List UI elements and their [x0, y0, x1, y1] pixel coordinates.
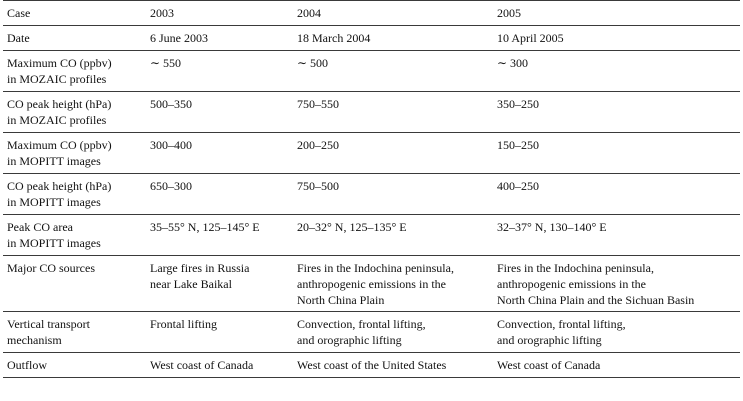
- table-cell: [146, 92, 293, 133]
- table-cell: [146, 312, 293, 353]
- table-cell: [293, 256, 493, 312]
- row-label-cell: [3, 133, 146, 174]
- row-label-line: Date: [7, 31, 30, 45]
- case-comparison-table: [3, 0, 740, 378]
- cell-line: ∼ 500: [297, 56, 329, 70]
- cell-line: and orographic lifting: [497, 333, 602, 347]
- cell-line: 750–550: [297, 97, 339, 111]
- table-body: [3, 1, 740, 378]
- cell-line: anthropogenic emissions in the: [297, 277, 446, 291]
- cell-line: 350–250: [497, 97, 539, 111]
- cell-line: Fires in the Indochina peninsula,: [497, 261, 654, 275]
- table-cell: [493, 256, 740, 312]
- header-cell-2005: 2005: [493, 1, 740, 26]
- table-cell: [146, 174, 293, 215]
- header-cell-case: Case: [3, 1, 146, 26]
- row-label-line: in MOPITT images: [7, 195, 101, 209]
- table-cell: [146, 133, 293, 174]
- table-cell: [293, 26, 493, 51]
- table-cell: [293, 51, 493, 92]
- table-cell: [146, 353, 293, 378]
- row-label-line: in MOZAIC profiles: [7, 113, 107, 127]
- table-row-outflow: [3, 353, 740, 378]
- table-cell: [493, 215, 740, 256]
- table-cell: [493, 174, 740, 215]
- cell-line: West coast of the United States: [297, 358, 447, 372]
- row-label-cell: [3, 92, 146, 133]
- row-label-line: CO peak height (hPa): [7, 179, 112, 193]
- table-cell: [493, 51, 740, 92]
- table-row-max-co-mozaic: [3, 51, 740, 92]
- cell-line: 400–250: [497, 179, 539, 193]
- cell-line: 10 April 2005: [497, 31, 564, 45]
- table-row-major-co-sources: [3, 256, 740, 312]
- cell-line: and orographic lifting: [297, 333, 402, 347]
- row-label-line: in MOPITT images: [7, 154, 101, 168]
- cell-line: 35–55° N, 125–145° E: [150, 220, 260, 234]
- cell-line: 200–250: [297, 138, 339, 152]
- cell-line: 18 March 2004: [297, 31, 371, 45]
- table-row-peak-co-area: [3, 215, 740, 256]
- row-label-cell: [3, 312, 146, 353]
- cell-line: ∼ 550: [150, 56, 182, 70]
- cell-line: Fires in the Indochina peninsula,: [297, 261, 454, 275]
- row-label-cell: [3, 215, 146, 256]
- table-cell: [493, 92, 740, 133]
- row-label-line: mechanism: [7, 333, 62, 347]
- cell-line: 500–350: [150, 97, 192, 111]
- cell-line: West coast of Canada: [497, 358, 601, 372]
- row-label-line: Outflow: [7, 358, 47, 372]
- table-cell: [146, 256, 293, 312]
- table-header-row: [3, 1, 740, 26]
- cell-line: 32–37° N, 130–140° E: [497, 220, 607, 234]
- table-cell: [146, 26, 293, 51]
- cell-line: North China Plain: [297, 293, 385, 307]
- cell-line: ∼ 300: [497, 56, 529, 70]
- row-label-cell: [3, 256, 146, 312]
- row-label-cell: [3, 174, 146, 215]
- table-cell: [493, 26, 740, 51]
- row-label-line: Peak CO area: [7, 220, 73, 234]
- cell-line: Convection, frontal lifting,: [297, 317, 426, 331]
- table-cell: [493, 133, 740, 174]
- cell-line: 650–300: [150, 179, 192, 193]
- table-row-max-co-mopitt: [3, 133, 740, 174]
- row-label-line: Major CO sources: [7, 261, 95, 275]
- table-row-vertical-transport: [3, 312, 740, 353]
- cell-line: 20–32° N, 125–135° E: [297, 220, 407, 234]
- cell-line: 150–250: [497, 138, 539, 152]
- row-label-line: in MOPITT images: [7, 236, 101, 250]
- table-row-co-peak-height-mozaic: [3, 92, 740, 133]
- table-row-co-peak-height-mopitt: [3, 174, 740, 215]
- table-cell: [493, 353, 740, 378]
- cell-line: 6 June 2003: [150, 31, 208, 45]
- table-cell: [293, 215, 493, 256]
- row-label-line: in MOZAIC profiles: [7, 72, 107, 86]
- table-cell: [293, 312, 493, 353]
- row-label-line: Maximum CO (ppbv): [7, 56, 112, 70]
- cell-line: West coast of Canada: [150, 358, 254, 372]
- table-cell: [293, 92, 493, 133]
- row-label-line: Vertical transport: [7, 317, 90, 331]
- header-cell-2003: 2003: [146, 1, 293, 26]
- row-label-cell: [3, 353, 146, 378]
- cell-line: North China Plain and the Sichuan Basin: [497, 293, 695, 307]
- table-cell: [293, 133, 493, 174]
- cell-line: Convection, frontal lifting,: [497, 317, 626, 331]
- cell-line: 750–500: [297, 179, 339, 193]
- cell-line: near Lake Baikal: [150, 277, 232, 291]
- table-cell: [146, 215, 293, 256]
- table-cell: [146, 51, 293, 92]
- table-cell: [293, 174, 493, 215]
- header-cell-2004: 2004: [293, 1, 493, 26]
- row-label-line: Maximum CO (ppbv): [7, 138, 112, 152]
- table-cell: [293, 353, 493, 378]
- table-cell: [493, 312, 740, 353]
- cell-line: 300–400: [150, 138, 192, 152]
- row-label-cell: [3, 26, 146, 51]
- cell-line: Frontal lifting: [150, 317, 217, 331]
- row-label-line: CO peak height (hPa): [7, 97, 112, 111]
- cell-line: anthropogenic emissions in the: [497, 277, 646, 291]
- table-row-date: [3, 26, 740, 51]
- cell-line: Large fires in Russia: [150, 261, 250, 275]
- row-label-cell: [3, 51, 146, 92]
